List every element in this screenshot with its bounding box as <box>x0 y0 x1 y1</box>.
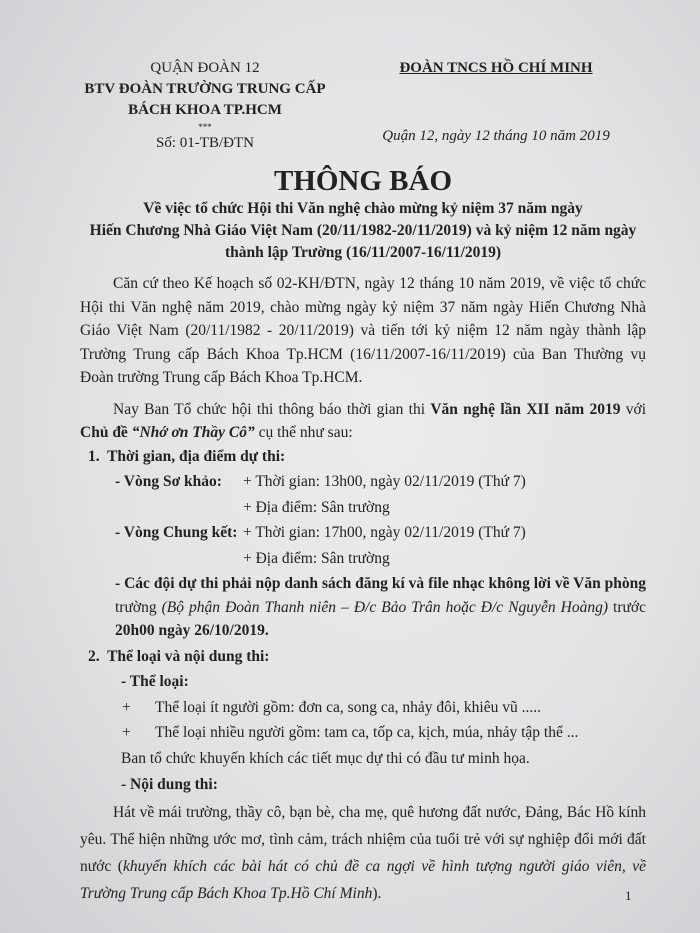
genre-item: Thể loại ít người gồm: đơn ca, song ca, nhảy đôi, khiêu vũ ..... <box>155 698 541 716</box>
paragraph-line: Nam (20/11/1982 - 20/11/2019) và tiến tới kỷ niệm 12 năm ngày thành lập Trường Trung <box>80 322 647 363</box>
paragraph-line: Căn cứ theo Kế hoạch số 02-KH/ĐTN, ngày 12 tháng 10 năm 2019, về việc tổ chức Hội <box>80 275 646 316</box>
paragraph-line: cấp Bách Khoa Tp.HCM (16/11/2007-16/11/2019) của Ban Thường vụ Đoàn trường Trung <box>80 345 646 386</box>
text: khuyến khích các bài hát có chủ đề ca ngợi về hình tượng người giáo viên, về <box>122 857 646 875</box>
round-time: + Thời gian: 17h00, ngày 02/11/2019 (Thứ 7) <box>243 524 526 541</box>
note-paragraph <box>80 572 646 643</box>
text: với <box>620 400 646 418</box>
content-line: Hát về mái trường, thầy cô, bạn bè, cha mẹ, quê hương đất nước, Đảng, Bác Hồ kính <box>113 803 646 821</box>
section-heading: 2. Thể loại và nội dung thi: <box>88 647 270 665</box>
paragraph-intro <box>80 272 646 390</box>
event-name: Văn nghệ lần XII năm 2019 <box>430 400 621 418</box>
text: Trường Trung cấp Bách Khoa Tp.Hồ Chí Minh <box>80 884 373 902</box>
document-header <box>80 58 646 154</box>
content-label: - Nội dung thi: <box>121 776 218 793</box>
paragraph-line: thi Văn nghệ năm 2019, chào mừng ngày kỷ niệm 37 năm ngày Hiến Chương Nhà Giáo Việt <box>80 298 647 339</box>
note-line: - Các đội dự thi phải nộp danh sách đăng kí và file nhạc không lời về Văn phòng <box>115 575 646 592</box>
genre-item-row <box>80 721 646 745</box>
header-school: BÁCH KHOA TP.HCM <box>128 102 282 118</box>
round-row <box>80 521 646 545</box>
genre-item: Thể loại nhiều người gồm: tam ca, tốp ca, kịch, múa, nhảy tập thể ... <box>155 724 579 741</box>
document-title: THÔNG BÁO <box>273 165 453 197</box>
page-number: 1 <box>625 888 632 903</box>
theme: “Nhớ ơn Thầy Cô” <box>131 424 255 441</box>
text: nước ( <box>80 857 123 875</box>
round-label: - Vòng Sơ khảo: <box>115 473 222 490</box>
genre-label: - Thể loại: <box>121 673 189 690</box>
document-date: Quận 12, ngày 12 tháng 10 năm 2019 <box>382 128 610 144</box>
text: đề <box>112 424 132 441</box>
subtitle-line: thành lập Trường (16/11/2007-16/11/2019) <box>224 244 502 261</box>
header-org: BTV ĐOÀN TRƯỜNG TRUNG CẤP <box>84 81 326 97</box>
header-right <box>346 58 646 147</box>
deadline: 20h00 ngày 26/10/2019. <box>115 622 269 639</box>
section-heading: 1. Thời gian, địa điểm dự thi: <box>88 447 286 465</box>
document-number: Số: 01-TB/ĐTN <box>156 135 254 151</box>
text: Nay Ban Tổ chức hội thi thông báo thời gian thi <box>113 400 431 418</box>
paragraph-announcement <box>80 398 646 445</box>
content-paragraph <box>80 799 646 907</box>
header-stars: *** <box>198 122 212 132</box>
bullet: + <box>122 698 131 716</box>
contact: (Bộ phận Đoàn Thanh niên – Đ/c Bảo Trân hoặc Đ/c Nguyễn Hoàng) <box>161 598 608 616</box>
round-row <box>80 470 646 494</box>
document-page <box>80 58 646 907</box>
round-place: + Địa điểm: Sân trường <box>243 549 390 567</box>
round-time: + Thời gian: 13h00, ngày 02/11/2019 (Thứ 7) <box>243 473 526 490</box>
subtitle-line: Hiến Chương Nhà Giáo Việt Nam (20/11/1982-20/11/2019) và kỷ niệm 12 năm ngày <box>89 222 637 239</box>
text: trường <box>115 598 162 616</box>
text: cụ thể như sau: <box>254 424 353 441</box>
text: ). <box>372 884 382 902</box>
genre-item-row <box>80 696 646 720</box>
encourage-text: Ban tổ chức khuyến khích các tiết mục dự thi có đầu tư minh họa. <box>121 749 530 767</box>
text: trước <box>607 598 646 616</box>
round-place: + Địa điểm: Sân trường <box>243 498 390 516</box>
header-right-org: ĐOÀN TNCS HỒ CHÍ MINH <box>399 60 593 76</box>
paragraph-line: cấp Bách Khoa Tp.HCM. <box>203 369 363 386</box>
header-left <box>80 58 330 154</box>
header-unit: QUẬN ĐOÀN 12 <box>150 60 260 76</box>
round-label: - Vòng Chung kết: <box>115 524 238 541</box>
bullet: + <box>122 724 131 741</box>
content-line: yêu. Thể hiện những ước mơ, tình cảm, trách nhiệm của tuổi trẻ với sự nghiệp đổi mới đất <box>80 830 646 848</box>
text: Chủ <box>80 424 109 441</box>
subtitle-line: Về việc tổ chức Hội thi Văn nghệ chào mừng kỷ niệm 37 năm ngày <box>143 200 583 217</box>
